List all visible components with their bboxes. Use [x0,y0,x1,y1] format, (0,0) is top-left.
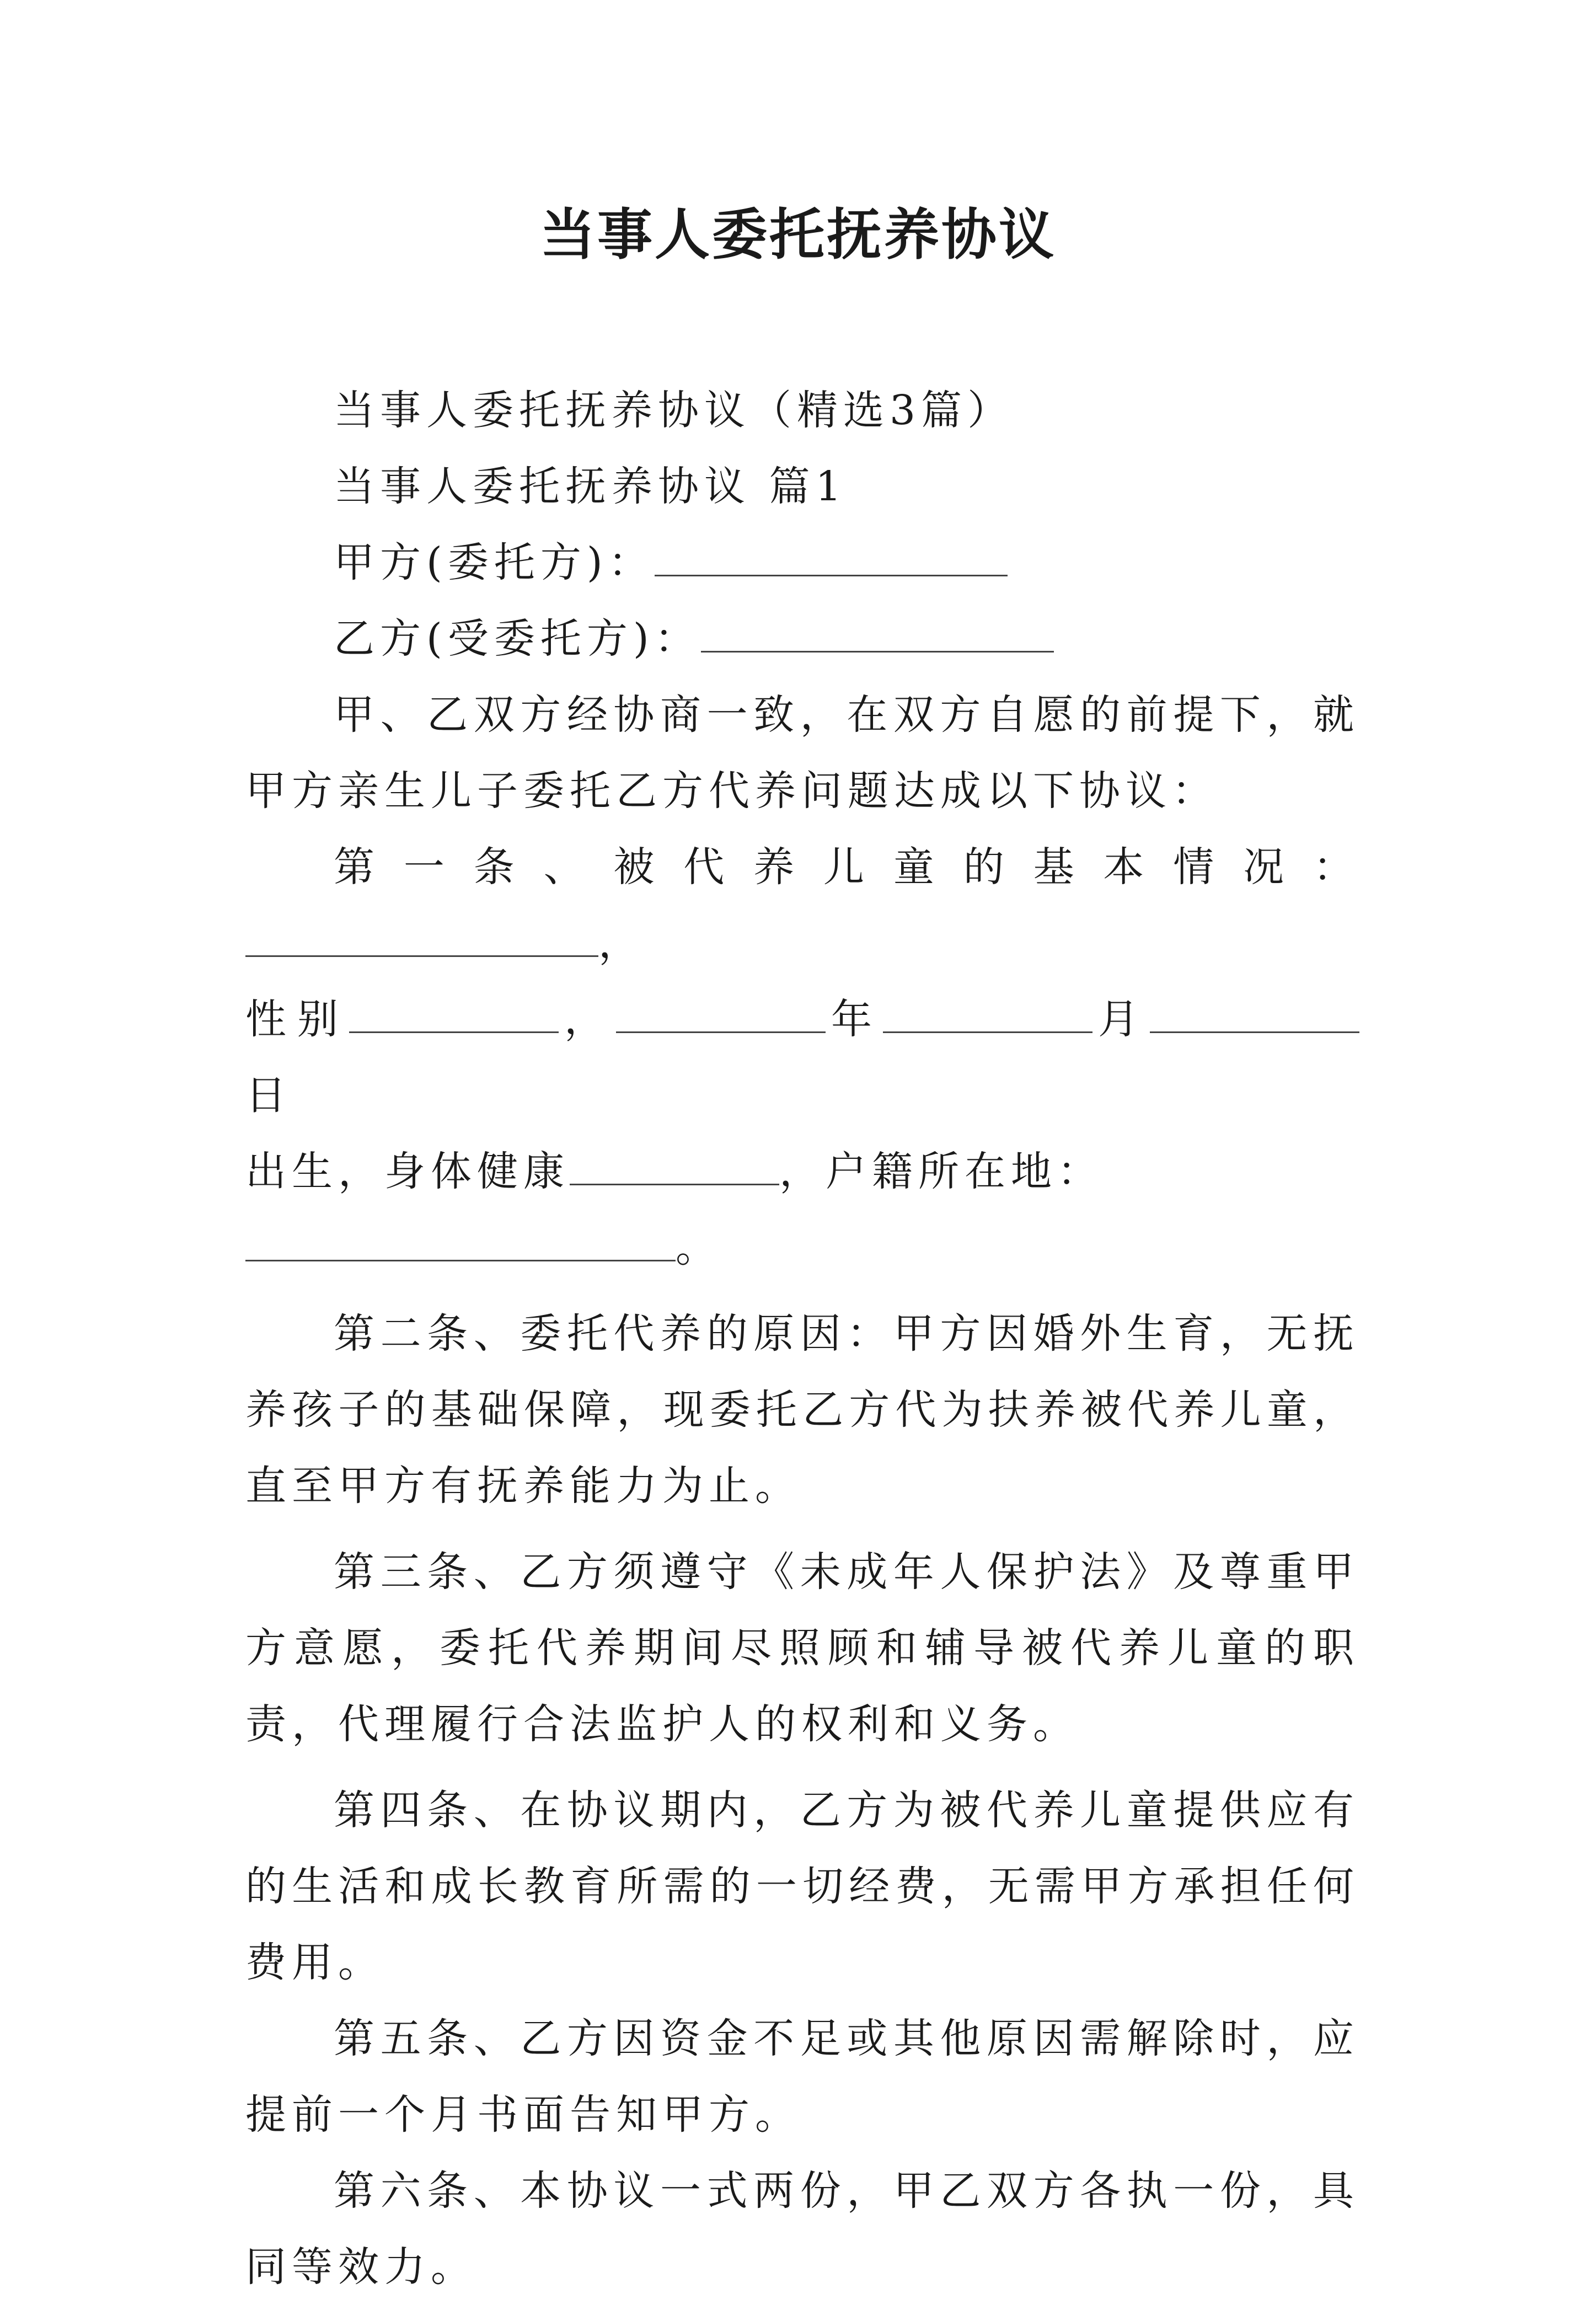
gender-blank [349,993,559,1033]
article-5: 第五条、乙方因资金不足或其他原因需解除时，应提前一个月书面告知甲方。 [245,2015,1359,2138]
document-title: 当事人委托抚养协议 [540,202,1056,267]
month-label: 月 [1092,996,1150,1043]
document-body [245,372,1359,2305]
party-b-label: 乙方(受委托方)： [334,615,701,662]
year-blank [616,993,826,1033]
day-blank [1150,993,1359,1033]
article-1-comma-2: ， [559,996,616,1043]
day-label: 日 [245,1072,292,1119]
article-1-period: 。 [676,1224,722,1271]
gender-label: 性别 [245,996,349,1043]
part-heading: 当事人委托抚养协议 篇1 [334,463,847,510]
party-b-line [245,601,1359,677]
article-1-line-4 [245,1210,1359,1286]
born-label: 出生，身体健康 [245,1148,570,1195]
article-1-lead: 第一条、被代养儿童的基本情况： [334,843,1359,891]
article-1-line-3 [245,1133,1359,1210]
health-blank [570,1145,779,1185]
article-6: 第六条、本协议一式两份，甲乙双方各执一份，具同等效力。 [245,2167,1359,2291]
year-label: 年 [826,996,883,1043]
article-1-line-1 [245,829,1359,981]
party-b-blank [701,612,1054,653]
article-4: 第四条、在协议期内，乙方为被代养儿童提供应有的生活和成长教育所需的一切经费，无需甲方承担任何费用。 [245,1787,1359,1986]
article-3: 第三条、乙方须遵守《未成年人保护法》及尊重甲方意愿，委托代养期间尽照顾和辅导被代养儿童的职责，代理履行合法监护人的权利和义务。 [245,1548,1359,1748]
article-1-comma: ， [598,919,645,967]
subtitle: 当事人委托抚养协议（精选3篇） [334,387,1014,434]
party-a-line [245,525,1359,601]
article-1-line-2 [245,981,1359,1133]
party-a-label: 甲方(委托方)： [334,539,655,586]
article-2: 第二条、委托代养的原因：甲方因婚外生育，无抚养孩子的基础保障，现委托乙方代为扶养被代养儿童，直至甲方有抚养能力为止。 [245,1310,1359,1510]
residence-label: ，户籍所在地： [779,1148,1104,1195]
month-blank [883,993,1092,1033]
party-a-blank [655,536,1008,576]
child-name-blank [245,917,598,957]
residence-blank [245,1221,676,1261]
intro-paragraph: 甲、乙双方经协商一致，在双方自愿的前提下，就甲方亲生儿子委托乙方代养问题达成以下协议： [245,691,1359,815]
